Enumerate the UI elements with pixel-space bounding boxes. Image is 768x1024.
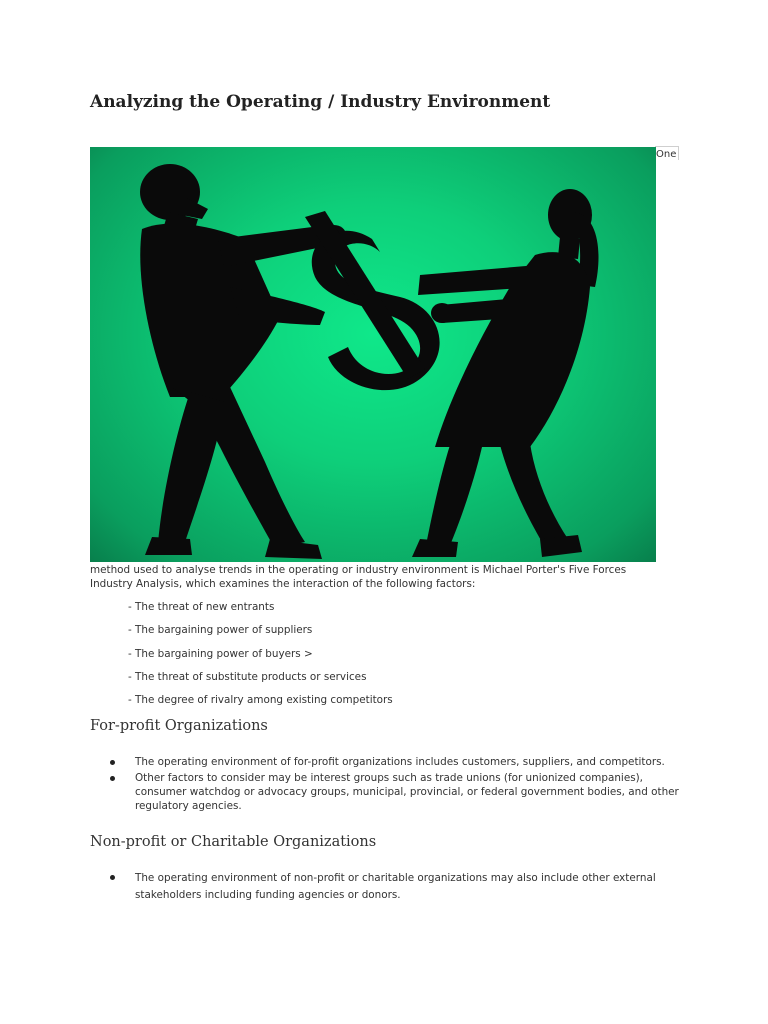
- tug-of-war-dollar-image: [90, 147, 656, 562]
- section-heading-for-profit: For-profit Organizations: [90, 718, 268, 734]
- bullet-icon: [110, 875, 115, 880]
- list-item: [110, 755, 680, 769]
- list-item: - The bargaining power of buyers >: [128, 647, 313, 660]
- non-profit-bullet-list: [110, 870, 680, 904]
- bullet-text: The operating environment of non-profit or charitable organizations may also include other external stakeholders including funding agencies or donors.: [135, 872, 656, 901]
- page-title: Analyzing the Operating / Industry Environment: [90, 92, 551, 112]
- bullet-text: The operating environment of for-profit organizations includes customers, suppliers, and competitors.: [135, 756, 665, 768]
- five-forces-list: [128, 600, 393, 716]
- list-item: [110, 870, 680, 904]
- for-profit-bullet-list: [110, 755, 680, 813]
- bullet-icon: [110, 776, 115, 781]
- bullet-text: Other factors to consider may be interest groups such as trade unions (for unionized companies), consumer watchdog or advocacy groups, municipal, provincial, or federal government bodies, and other regulatory agencies.: [135, 772, 679, 812]
- list-item: - The threat of substitute products or services: [128, 670, 367, 683]
- intro-paragraph: method used to analyse trends in the operating or industry environment is Michael Porter's Five Forces Industry Analysis, which examines the interaction of the following factors:: [90, 564, 627, 590]
- list-item: - The degree of rivalry among existing competitors: [128, 694, 393, 707]
- bullet-icon: [110, 760, 115, 765]
- section-heading-non-profit: Non-profit or Charitable Organizations: [90, 834, 377, 850]
- floating-text-one: One: [655, 146, 679, 160]
- dollar-sign-silhouette: [305, 211, 440, 390]
- list-item: - The threat of new entrants: [128, 601, 275, 613]
- list-item: - The bargaining power of suppliers: [128, 624, 313, 637]
- list-item: [110, 771, 680, 813]
- woman-silhouette: [412, 189, 598, 557]
- silhouette-illustration: [90, 147, 656, 562]
